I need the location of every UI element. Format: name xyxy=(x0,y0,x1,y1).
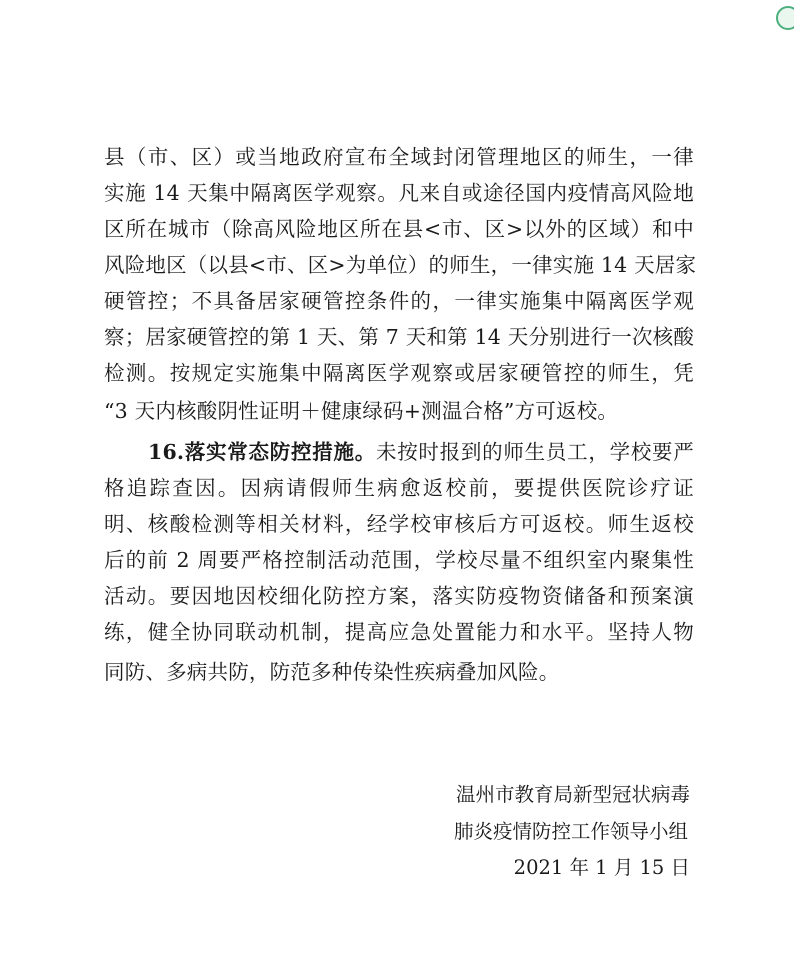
paragraph-1-line-6: 察；居家硬管控的第 1 天、第 7 天和第 14 天分别进行一次核酸 xyxy=(104,325,695,349)
paragraph-1-line-2: 实施 14 天集中隔离医学观察。凡来自或途径国内疫情高风险地 xyxy=(104,181,694,205)
paragraph-1-line-1: 县（市、区）或当地政府宣布全域封闭管理地区的师生，一律 xyxy=(104,145,694,169)
paragraph-1-line-8: “3 天内核酸阴性证明＋健康绿码+测温合格”方可返校。 xyxy=(104,399,619,423)
paragraph-2-line-2: 格追踪查因。因病请假师生病愈返校前，要提供医院诊疗证 xyxy=(104,476,694,500)
section-heading: 16.落实常态防控措施。 xyxy=(148,440,376,464)
paragraph-2-line-7: 同防、多病共防，防范多种传染性疾病叠加风险。 xyxy=(104,660,560,684)
paragraph-2-line-6: 练，健全协同联动机制，提高应急处置能力和水平。坚持人物 xyxy=(104,620,694,644)
green-circle-icon[interactable] xyxy=(776,6,794,30)
paragraph-1-line-3: 区所在城市（除高风险地区所在县<市、区>以外的区域）和中 xyxy=(104,217,694,241)
paragraph-2-line-3: 明、核酸检测等相关材料，经学校审核后方可返校。师生返校 xyxy=(104,512,694,536)
paragraph-1-line-5: 硬管控；不具备居家硬管控条件的，一律实施集中隔离医学观 xyxy=(104,289,694,313)
signature-org-line-2: 肺炎疫情防控工作领导小组 xyxy=(453,820,688,843)
paragraph-1-line-7: 检测。按规定实施集中隔离医学观察或居家硬管控的师生，凭 xyxy=(104,361,694,385)
paragraph-2-line-1 xyxy=(148,438,694,466)
signature-date: 2021 年 1 月 15 日 xyxy=(513,856,690,879)
signature-org-line-1: 温州市教育局新型冠状病毒 xyxy=(455,783,690,806)
paragraph-2-first-line-text: 未按时报到的师生员工，学校要严 xyxy=(375,440,694,464)
paragraph-2-line-4: 后的前 2 周要严格控制活动范围，学校尽量不组织室内聚集性 xyxy=(104,548,694,572)
paragraph-2-line-5: 活动。要因地因校细化防控方案，落实防疫物资储备和预案演 xyxy=(104,584,694,608)
paragraph-1-line-4: 风险地区（以县<市、区>为单位）的师生，一律实施 14 天居家 xyxy=(104,253,697,277)
